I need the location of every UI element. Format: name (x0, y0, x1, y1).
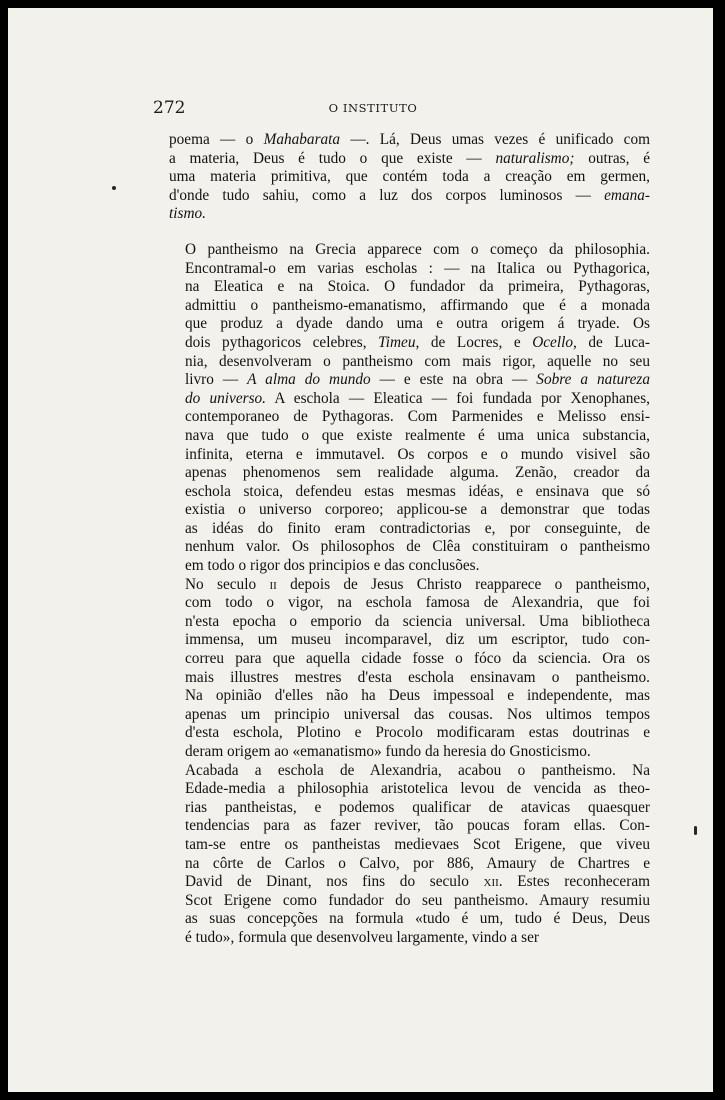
text-segment: d'esta eschola, Plotino e Procolo modificaram estas doutrinas e (185, 724, 650, 742)
text-line (169, 576, 650, 595)
italic-text: naturalismo; (495, 149, 575, 167)
italic-text: tismo. (169, 205, 206, 223)
text-line (169, 557, 650, 576)
text-line (169, 910, 650, 929)
text-line (169, 150, 650, 169)
paragraph (169, 576, 650, 762)
italic-text: Sobre a natureza (536, 371, 650, 389)
text-segment: contemporaneo de Pythagoras. Com Parmenides e Melisso ensi- (185, 408, 650, 426)
text-line (169, 817, 650, 836)
text-line (169, 706, 650, 725)
text-segment: Edade-media a philosophia aristotelica levou de vencida as theo- (185, 780, 650, 798)
text-segment: poema — o (169, 131, 264, 148)
text-segment: — e este na obra — (370, 371, 537, 389)
text-line (169, 427, 650, 446)
text-segment: tendencias para as fazer reviver, tão poucas foram ellas. Con- (185, 817, 650, 835)
text-segment: livro — (185, 371, 248, 389)
text-segment: n'esta epocha o emporio da sciencia universal. Uma bibliotheca (185, 612, 650, 630)
italic-text: emana- (604, 186, 650, 204)
text-segment: apenas um principio universal das cousas. Nos ultimos tempos (185, 705, 650, 723)
text-line (169, 353, 650, 372)
text-segment: eschola stoica, defendeu estas mesmas idéas, e ensinava que só (185, 482, 650, 500)
text-line (169, 260, 650, 279)
text-line (169, 168, 650, 187)
book-page (8, 8, 713, 1092)
text-line (169, 278, 650, 297)
text-segment: é tudo», formula que desenvolveu largamente, vindo a ser (185, 928, 539, 946)
roman-numeral: xii (483, 873, 499, 891)
text-line (169, 315, 650, 334)
text-segment: No seculo (185, 575, 270, 593)
text-segment: que produz a dyade dando uma e outra origem á tryade. Os (185, 315, 650, 333)
text-segment: dois pythagoricos celebres, (185, 333, 379, 351)
text-segment: existia o universo corporeo; applicou-se a demonstrar que todas (185, 501, 650, 519)
italic-text: Mahabarata (263, 131, 341, 148)
text-line (169, 855, 650, 874)
paragraph (169, 131, 650, 224)
text-segment: de Locres, e (419, 333, 533, 351)
text-segment: A eschola — Eleatica — foi fundada por Xenophanes, (266, 389, 650, 407)
text-segment: nava que tudo o que existe realmente é uma unica substancia, (185, 426, 650, 444)
text-segment: mais illustres mestres d'esta eschola ensinavam o pantheismo. (185, 668, 650, 686)
italic-text: do universo. (185, 389, 267, 407)
text-segment: deram origem ao «emanatismo» fundo da heresia do Gnosticismo. (185, 743, 591, 760)
text-segment: com todo o vigor, na eschola famosa de Alexandria, que foi (185, 594, 650, 612)
text-segment: na Eleatica e na Stoica. O fundador da primeira, Pythagoras, (185, 278, 650, 296)
text-segment: de Luca- (576, 333, 650, 351)
page-number: 272 (153, 98, 186, 118)
italic-text: Timeu, (378, 333, 420, 351)
italic-text: A alma do mundo (247, 371, 371, 389)
text-line (169, 594, 650, 613)
italic-text: Ocello, (532, 333, 577, 351)
text-segment: d'onde tudo sahiu, como a luz dos corpos luminosos — (169, 186, 605, 204)
text-segment: infinita, eterna e immutavel. Os corpos e o mundo visivel são (185, 445, 650, 463)
text-segment: as idéas do finito eram contradictorias e, por conseguinte, de (185, 519, 650, 537)
paragraph (169, 762, 650, 948)
text-segment: a materia, Deus é tudo o que existe — (169, 149, 496, 167)
body-text (169, 131, 650, 948)
text-segment: Na opinião d'elles não ha Deus impessoal e independente, mas (185, 687, 650, 705)
text-line (169, 613, 650, 632)
text-segment: David de Dinant, nos fins do seculo (185, 873, 484, 891)
text-line (169, 520, 650, 539)
text-line (169, 687, 650, 706)
text-line (169, 446, 650, 465)
text-segment: nenhum valor. Os philosophos de Clêa constituiram o pantheismo (185, 538, 650, 556)
text-line (169, 762, 650, 781)
text-line (169, 836, 650, 855)
text-segment: tam-se entre os pantheistas medievaes Scot Erigene, que viveu (185, 835, 650, 853)
text-segment: depois de Jesus Christo reapparece o pantheismo, (276, 575, 650, 593)
text-segment: Acabada a eschola de Alexandria, acabou o pantheismo. Na (185, 761, 650, 779)
text-line (169, 799, 650, 818)
print-speck (112, 186, 116, 190)
text-segment: O pantheismo na Grecia apparece com o começo da philosophia. (185, 240, 650, 258)
text-line (169, 334, 650, 353)
text-segment: em todo o rigor dos principios e das conclusões. (185, 557, 480, 575)
text-segment: na côrte de Carlos o Calvo, por 886, Amaury de Chartres e (185, 854, 650, 872)
text-line (169, 205, 650, 224)
text-segment: correu para que aquella cidade fosse o fóco da sciencia. Ora os (185, 650, 650, 668)
text-line (169, 650, 650, 669)
text-line (169, 873, 650, 892)
text-line (169, 929, 650, 948)
text-line (169, 724, 650, 743)
text-line (169, 892, 650, 911)
text-line (169, 131, 650, 150)
text-segment: immensa, um museu incomparavel, diz um escriptor, tudo con- (185, 631, 650, 649)
text-line (169, 371, 650, 390)
text-line (169, 631, 650, 650)
text-segment: rias pantheistas, e podemos qualificar de atavicas quaesquer (185, 798, 650, 816)
text-segment: apenas phenomenos sem realidade alguma. Zenão, creador da (185, 464, 650, 482)
text-segment: uma materia primitiva, que contém toda a creação em germen, (169, 168, 650, 186)
text-line (169, 241, 650, 260)
roman-numeral: ii (269, 575, 277, 593)
text-segment: . Estes reconheceram (498, 873, 651, 891)
text-line (169, 297, 650, 316)
text-segment: admittiu o pantheismo-emanatismo, affirmando que é a monada (185, 296, 650, 314)
text-line (169, 538, 650, 557)
running-title: O INSTITUTO (328, 101, 418, 115)
text-segment: nia, desenvolveram o pantheismo com mais rigor, aquelle no seu (185, 352, 650, 370)
text-segment: outras, é (574, 149, 650, 167)
text-segment: —. Lá, Deus umas vezes é unificado com (340, 131, 650, 148)
text-line (169, 390, 650, 409)
page-header (153, 98, 593, 120)
text-line (169, 780, 650, 799)
text-line (169, 464, 650, 483)
print-speck (694, 826, 697, 835)
text-line (169, 187, 650, 206)
text-segment: as suas concepções na formula «tudo é um, tudo é Deus, Deus (185, 910, 650, 928)
text-segment: Encontramal-o em varias escholas : — na Italica ou Pythagorica, (185, 259, 650, 277)
text-line (169, 483, 650, 502)
paragraph (169, 241, 650, 576)
text-line (169, 501, 650, 520)
text-segment: Scot Erigene como fundador do seu pantheismo. Amaury resumiu (185, 891, 650, 909)
text-line (169, 408, 650, 427)
text-line (169, 669, 650, 688)
text-line (169, 743, 650, 762)
